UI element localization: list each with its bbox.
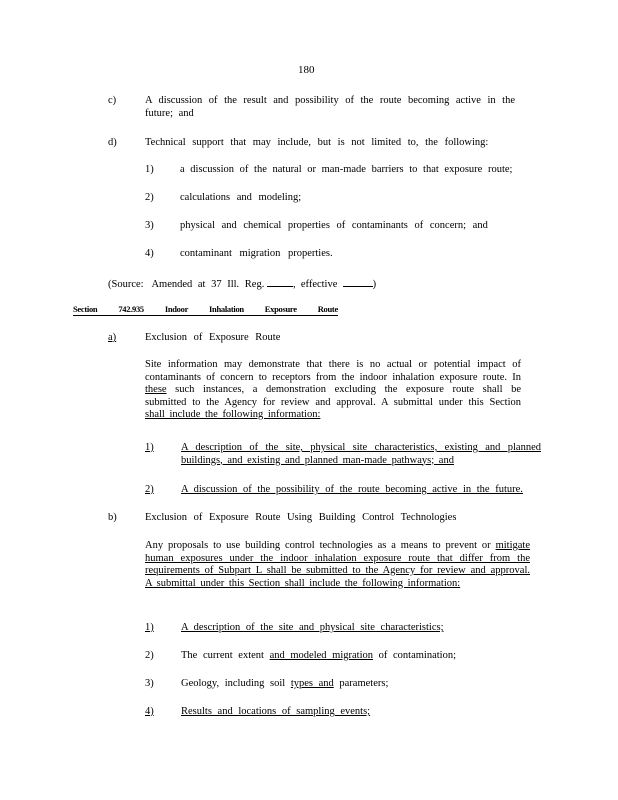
item-b2-label: 2) <box>145 650 154 661</box>
item-d4-label: 4) <box>145 248 154 259</box>
item-b3-label: 3) <box>145 678 154 689</box>
item-d-text: Technical support that may include, but is not limited to, the following: <box>145 137 489 148</box>
item-b1-text: A description of the site and physical site characteristics; <box>181 622 444 633</box>
item-a2-text: A discussion of the possibility of the route becoming active in the future. <box>181 484 523 495</box>
item-b4-label: 4) <box>145 706 154 717</box>
item-d1-label: 1) <box>145 164 154 175</box>
item-b-title: Exclusion of Exposure Route Using Building Control Technologies <box>145 512 457 523</box>
item-a-label: a) <box>108 332 117 343</box>
item-b3-text: Geology, including soil types and parameters; <box>181 678 389 689</box>
item-a-title: Exclusion of Exposure Route <box>145 332 281 343</box>
item-d4-text: contaminant migration properties. <box>180 248 333 259</box>
item-d2-label: 2) <box>145 192 154 203</box>
item-d2-text: calculations and modeling; <box>180 192 302 203</box>
item-c-text: A discussion of the result and possibility of the route becoming active in the future; and <box>145 95 515 119</box>
item-a2-label: 2) <box>145 484 154 495</box>
item-b1-label: 1) <box>145 622 154 633</box>
item-b-paragraph: Any proposals to use building control technologies as a means to prevent or mitigate human exposures under the indoor inhalation exposure route that differ from the requirements of Subpart L shall be submitted to the Agency for review and approval. A submittal under this Section shall include the following information: <box>145 540 531 589</box>
item-a1-text: A description of the site, physical site characteristics, existing and planned buildings, and existing and planned man-made pathways; and <box>181 442 541 466</box>
source-note: (Source: Amended at 37 Ill. Reg. , effective ) <box>108 276 376 292</box>
item-d3-label: 3) <box>145 220 154 231</box>
item-b2-text: The current extent and modeled migration of contamination; <box>181 650 456 661</box>
section-heading: Section 742.935 Indoor Inhalation Exposure Route <box>73 304 338 314</box>
item-d1-text: a discussion of the natural or man-made barriers to that exposure route; <box>180 164 513 175</box>
item-d3-text: physical and chemical properties of contaminants of concern; and <box>180 220 488 231</box>
item-b-label: b) <box>108 512 117 523</box>
item-d-label: d) <box>108 137 117 148</box>
item-a-paragraph: Site information may demonstrate that there is no actual or potential impact of contaminants of concern to receptors from the indoor inhalation exposure route. In these such instances, a demonstration excluding the exposure route shall be submitted to the Agency for review and approval. A submittal under this Section shall include the following information: <box>145 359 522 420</box>
item-c-label: c) <box>108 95 117 106</box>
item-b4-text: Results and locations of sampling events; <box>181 706 371 717</box>
page-number: 180 <box>298 64 315 76</box>
item-a1-label: 1) <box>145 442 154 453</box>
